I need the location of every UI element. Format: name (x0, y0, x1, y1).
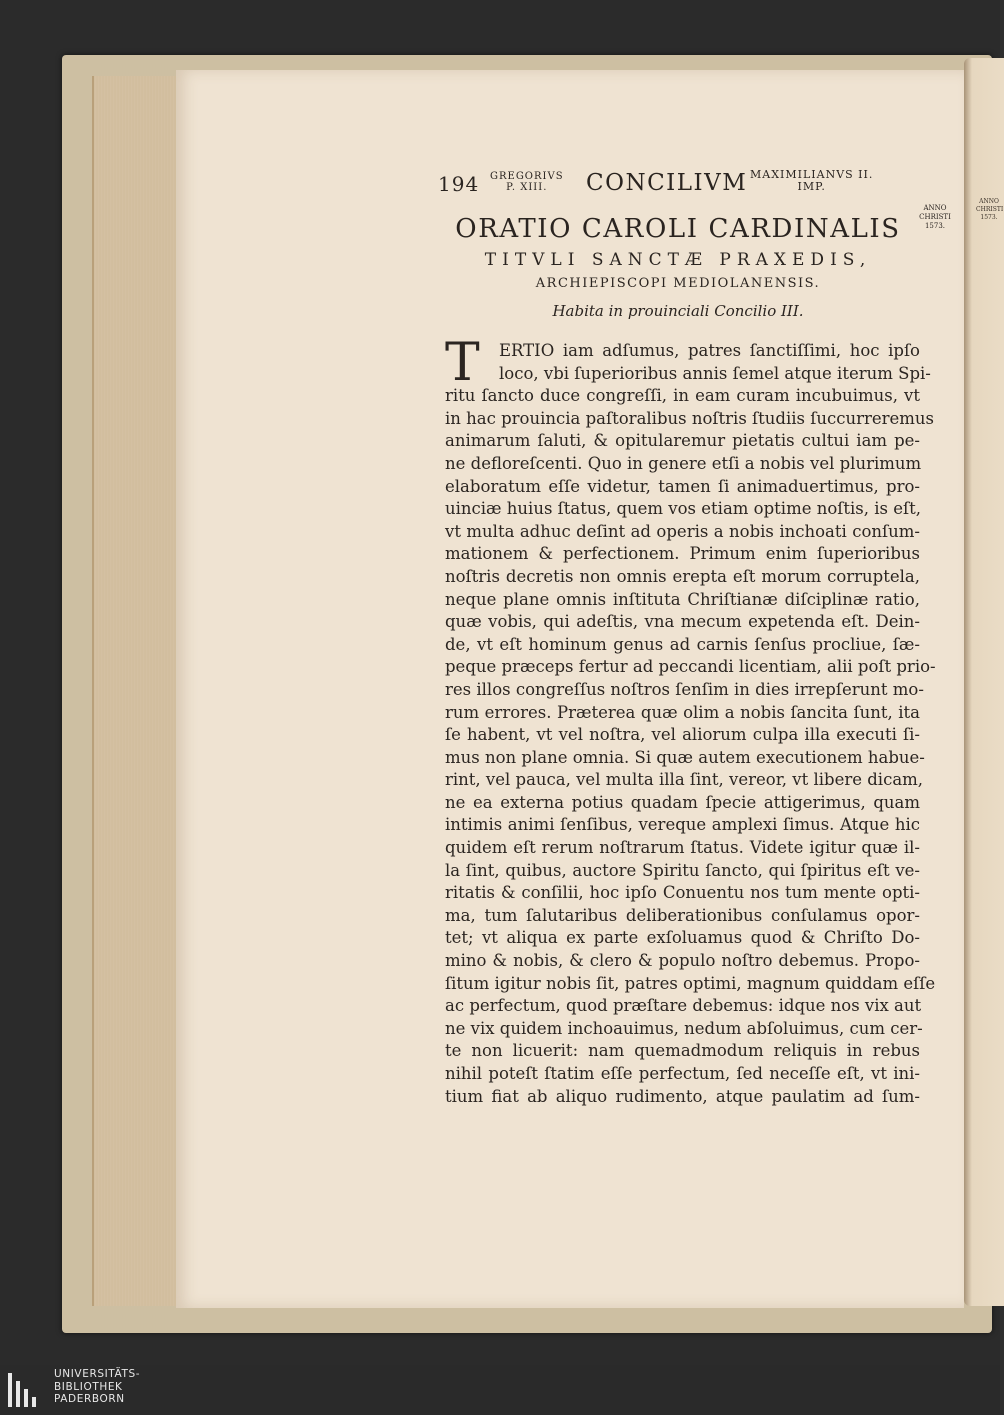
text-line: neque plane omnis inſtituta Chriſtianæ diſciplinæ ratio, (445, 589, 920, 609)
text-line: res illos congreſſus noſtros ſenſim in dies irrepſerunt mo- (445, 679, 924, 699)
text-line: ne ea externa potius quadam ſpecie attigerimus, quam (445, 792, 920, 812)
text-line: animarum ſaluti, & opitularemur pietatis cultui iam pe- (445, 431, 920, 451)
text-line: te non licuerit: nam quemadmodum reliquis in rebus (445, 1041, 920, 1061)
text-line: ritu ſancto duce congreſſi, in eam curam incubuimus, vt (445, 386, 920, 406)
text-line: ac perfectum, quod præſtare debemus: idque nos vix aut (445, 996, 922, 1016)
header-left: GREGORIVS P. XIII. (490, 171, 564, 193)
text-line: ſe habent, vt vel noſtra, vel aliorum culpa illa executi ſi- (445, 725, 920, 745)
text-line: in hac prouincia paſtoralibus noſtris ſtudiis ſuccurreremus (445, 408, 935, 428)
text-line: uinciæ huius ſtatus, quem vos etiam optime noſtis, is eſt, (445, 499, 922, 519)
text-line: ritatis & conſilii, hoc ipſo Conuentu nos tum mente opti- (445, 883, 920, 903)
running-header (438, 168, 908, 196)
text-line: elaboratum eſſe videtur, tamen ſi animaduertimus, pro- (445, 476, 920, 496)
text-line: rum errores. Præterea quæ olim a nobis ſancita ſunt, ita (445, 702, 920, 722)
text-line: ne defloreſcenti. Quo in genere etſi a nobis vel plurimum (445, 453, 922, 473)
oration-caption: Habita in prouinciali Concilio III. (552, 302, 804, 320)
text-line: mus non plane omnia. Si quæ autem executionem habue- (445, 747, 925, 767)
text-line: intimis animi ſenſibus, vereque amplexi ſimus. Atque hic (445, 815, 920, 835)
drop-cap: T (445, 333, 480, 393)
library-logo-icon (6, 1369, 48, 1411)
page-edges (92, 76, 180, 1306)
text-line: la ſint, quibus, auctore Spiritu ſancto, qui ſpiritus eſt ve- (445, 860, 920, 880)
oration-subtitle: TITVLI SANCTÆ PRAXEDIS, (484, 250, 872, 270)
facing-page-margin-note: ANNO CHRISTI 1573. (976, 198, 1004, 221)
text-line: quæ vobis, qui adeſtis, vna mecum expetenda eſt. Dein- (445, 612, 920, 632)
body-text (445, 333, 936, 1108)
text-line: ſitum igitur nobis ſit, patres optimi, magnum quiddam eſſe (445, 973, 936, 993)
text-line: vt multa adhuc deſint ad operis a nobis inchoati conſum- (445, 521, 920, 541)
margin-note: ANNO CHRISTI 1573. (919, 204, 951, 230)
text-line: rint, vel pauca, vel multa illa ſint, vereor, vt libere dicam, (445, 770, 924, 790)
text-line: tium fiat ab aliquo rudimento, atque paulatim ad ſum- (445, 1086, 920, 1106)
library-name: UNIVERSITÄTS- BIBLIOTHEK PADERBORN (54, 1368, 141, 1405)
facing-page-edge (964, 58, 1004, 1306)
text-line: ERTIO iam adſumus, patres ſanctiſſimi, hoc ipſo (499, 341, 920, 360)
oration-subtitle-2: ARCHIEPISCOPI MEDIOLANENSIS. (535, 276, 821, 291)
text-line: noſtris decretis non omnis erepta eſt morum corruptela, (445, 566, 920, 586)
oration-title: ORATIO CAROLI CARDINALIS (455, 214, 901, 244)
text-line: mationem & perfectionem. Primum enim ſuperioribus (445, 544, 920, 564)
text-line: peque præceps fertur ad peccandi licentiam, alii poſt prio- (445, 657, 936, 677)
text-line: ne vix quidem inchoauimus, nedum abſoluimus, cum cer- (445, 1018, 923, 1038)
text-line: ma, tum ſalutaribus deliberationibus conſulamus opor- (445, 905, 920, 925)
header-title: CONCILIVM (586, 170, 748, 196)
library-footer (0, 1365, 1000, 1415)
text-line: mino & nobis, & clero & populo noſtro debemus. Propo- (445, 951, 920, 971)
header-right: MAXIMILIANVS II. IMP. (750, 168, 874, 193)
text-line: tet; vt aliqua ex parte exſoluamus quod & Chriſto Do- (445, 928, 920, 948)
text-line: quidem eſt rerum noſtrarum ſtatus. Videte igitur quæ il- (445, 838, 920, 858)
text-line: nihil poteſt ſtatim eſſe perfectum, ſed neceſſe eſt, vt ini- (445, 1064, 920, 1083)
page-number: 194 (438, 172, 480, 196)
text-line: de, vt eſt hominum genus ad carnis ſenſus procliue, ſæ- (445, 634, 920, 654)
text-line: loco, vbi ſuperioribus annis ſemel atque iterum Spi- (499, 363, 931, 383)
